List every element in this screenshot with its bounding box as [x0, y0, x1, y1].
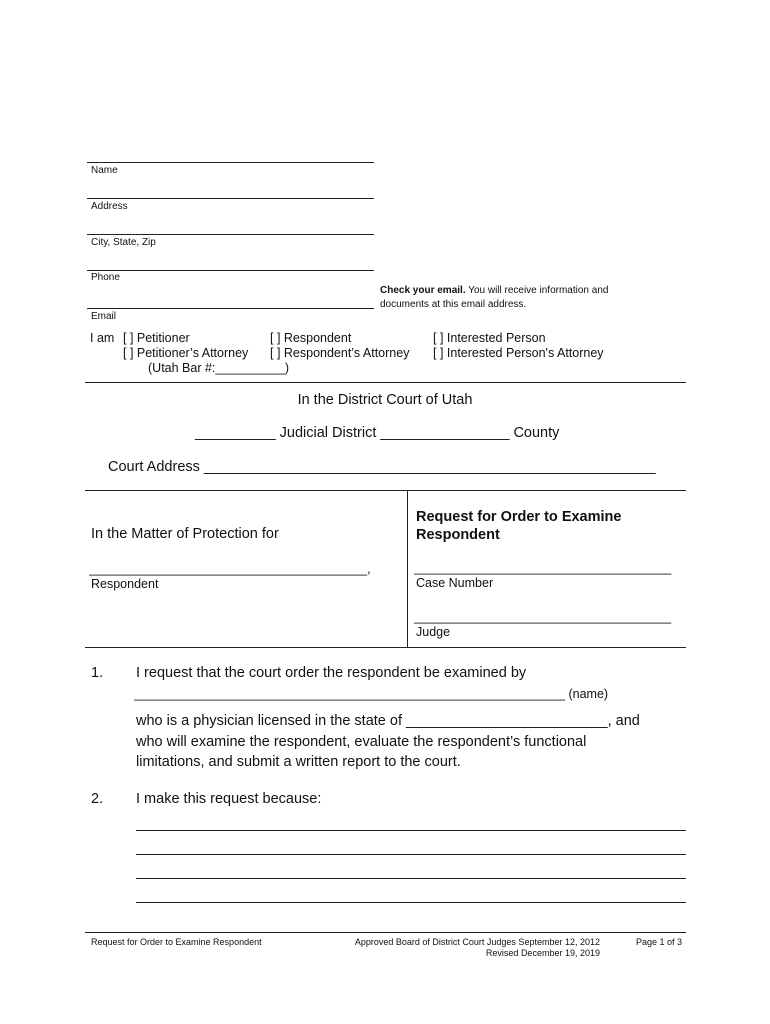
i-am-label: I am: [90, 331, 115, 345]
document-title-line1: Request for Order to Examine: [416, 509, 622, 525]
reason-line-3[interactable]: [136, 878, 686, 879]
utah-bar-field[interactable]: (Utah Bar #:__________): [148, 361, 290, 375]
item1-number: 1.: [91, 665, 104, 681]
court-title: In the District Court of Utah: [297, 392, 473, 408]
respondent-label: Respondent: [91, 577, 159, 591]
footer-approval-line2: Revised December 19, 2019: [485, 948, 600, 958]
email-note: [380, 284, 670, 312]
email-note-line1: You will receive information and: [465, 285, 609, 296]
city-label: City, State, Zip: [91, 237, 156, 248]
caption-divider: [407, 490, 408, 647]
checkbox-respondent[interactable]: [ ] Respondent: [270, 331, 352, 345]
name-line: [87, 162, 374, 163]
address-line: [87, 198, 374, 199]
checkbox-interested-person[interactable]: [ ] Interested Person: [433, 331, 546, 345]
checkbox-petitioner[interactable]: [ ] Petitioner: [123, 331, 190, 345]
caption-top-border: [85, 490, 686, 491]
document-title: [416, 508, 621, 544]
item2-text: I make this request because:: [136, 791, 322, 807]
city-line: [87, 234, 374, 235]
matter-heading: In the Matter of Protection for: [91, 526, 279, 542]
email-line: [87, 308, 374, 309]
case-number-label: Case Number: [416, 576, 494, 590]
caption-bottom-border: [85, 647, 686, 648]
item1-text: I request that the court order the respondent be examined by: [136, 665, 527, 681]
item1-evaluate-line: who will examine the respondent, evaluate the respondent’s functional: [136, 734, 587, 750]
document-title-line2: Respondent: [416, 527, 500, 543]
reason-line-2[interactable]: [136, 854, 686, 855]
court-address-line[interactable]: Court Address ________________________________________________________: [108, 459, 656, 475]
respondent-name-field[interactable]: ________________________________________,: [89, 562, 371, 576]
judge-label: Judge: [416, 625, 451, 639]
item1-state-line[interactable]: who is a physician licensed in the state of _________________________, and: [136, 713, 640, 729]
physician-name-field[interactable]: ______________________________________________________________ (name): [134, 687, 609, 701]
email-label: Email: [91, 311, 117, 322]
footer-approval-line1: Approved Board of District Court Judges September 12, 2012: [354, 937, 600, 947]
checkbox-petitioner-attorney[interactable]: [ ] Petitioner’s Attorney: [123, 346, 249, 360]
judge-field[interactable]: _____________________________________: [414, 610, 672, 624]
email-note-line2: documents at this email address.: [380, 299, 527, 310]
checkbox-respondent-attorney[interactable]: [ ] Respondent’s Attorney: [270, 346, 410, 360]
email-note-bold: Check your email.: [380, 285, 466, 296]
address-label: Address: [91, 201, 128, 212]
name-label: Name: [91, 165, 118, 176]
footer-approval: [320, 937, 600, 959]
header-divider: [85, 382, 686, 383]
reason-line-1[interactable]: [136, 830, 686, 831]
footer-form-title: Request for Order to Examine Respondent: [91, 937, 262, 947]
reason-line-4[interactable]: [136, 902, 686, 903]
item1-report-line: limitations, and submit a written report to the court.: [136, 754, 461, 770]
phone-line: [87, 270, 374, 271]
district-county-line[interactable]: __________ Judicial District ________________ County: [195, 425, 560, 441]
checkbox-interested-person-attorney[interactable]: [ ] Interested Person's Attorney: [433, 346, 604, 360]
footer-page-number: Page 1 of 3: [635, 937, 682, 947]
item2-number: 2.: [91, 791, 104, 807]
case-number-field[interactable]: _____________________________________: [414, 561, 672, 575]
footer-divider: [85, 932, 686, 933]
phone-label: Phone: [91, 272, 120, 283]
